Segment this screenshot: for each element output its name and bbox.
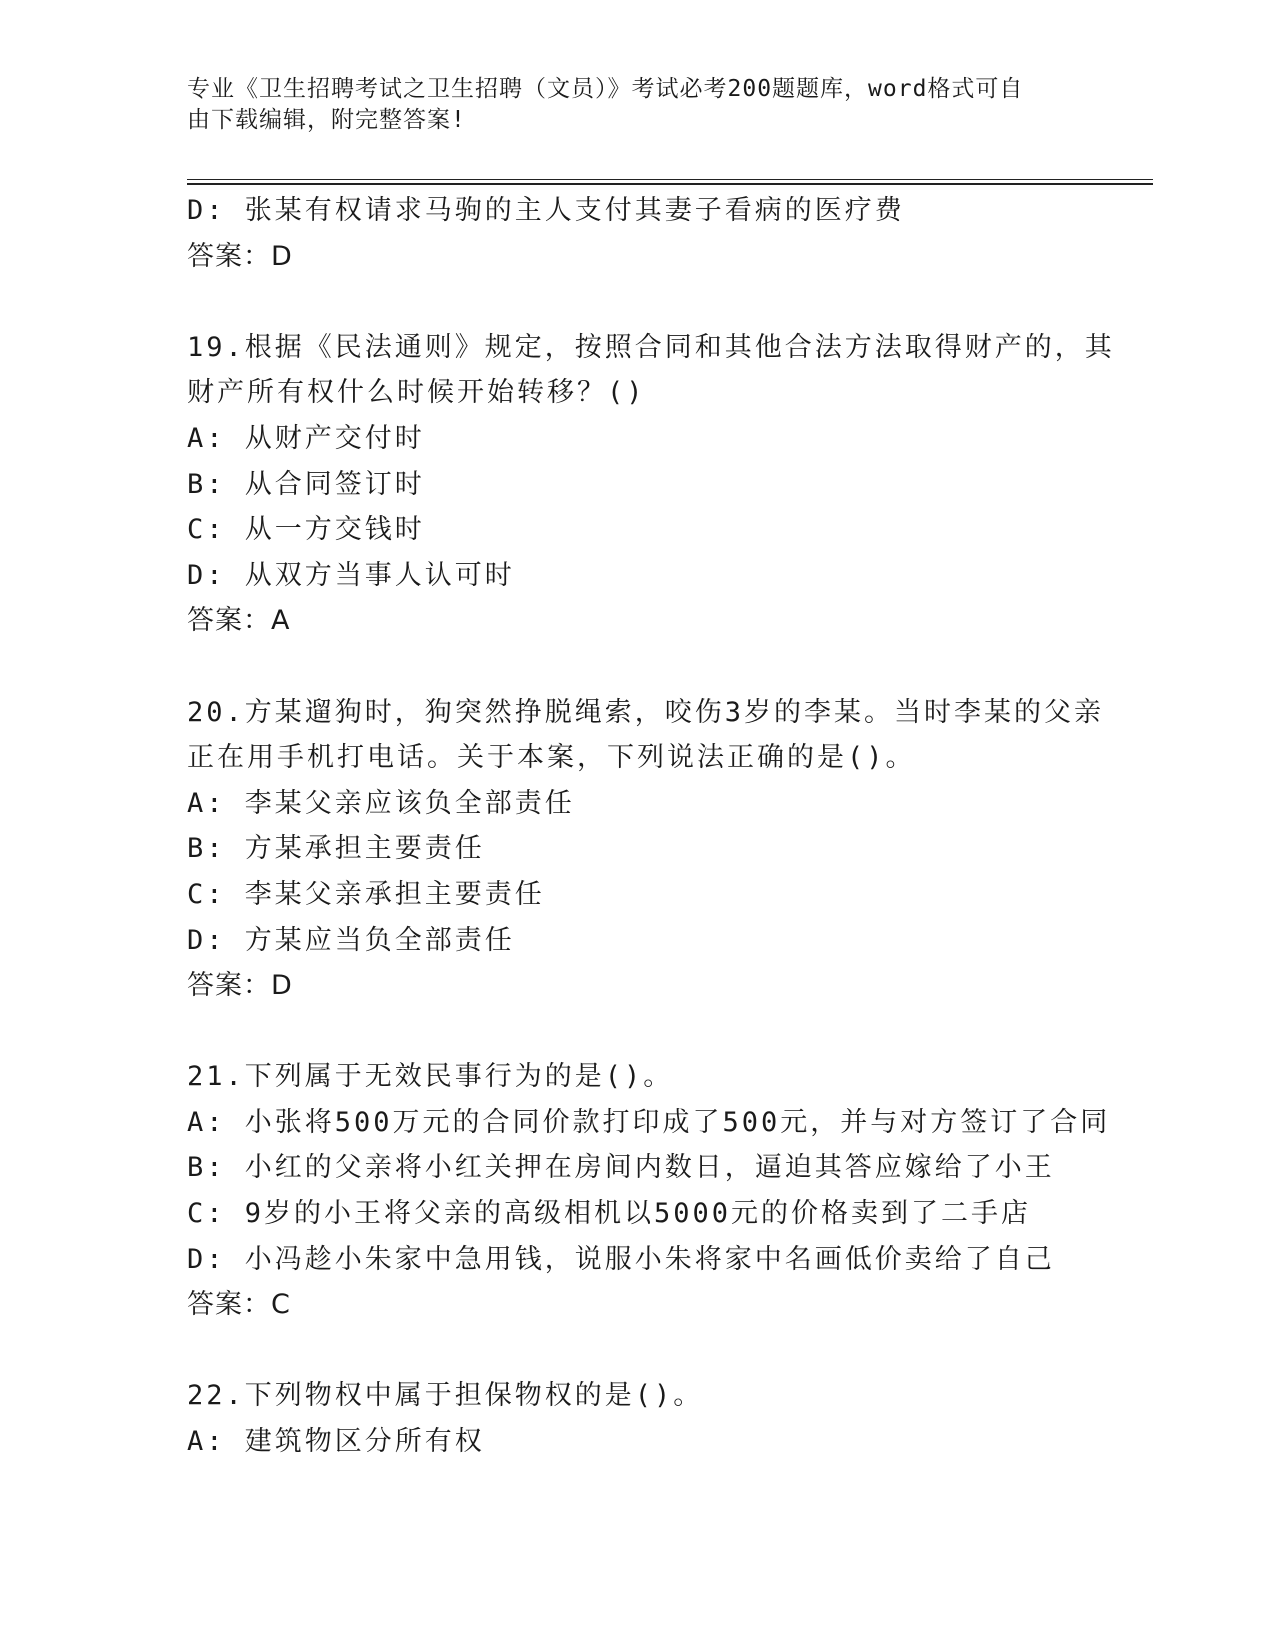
option-b: B: 小红的父亲将小红关押在房间内数日，逼迫其答应嫁给了小王 [187,1152,1055,1184]
spacer [187,1009,1087,1055]
question-stem: 22.下列物权中属于担保物权的是()。 [187,1380,704,1412]
question-19 [187,325,1115,644]
question-stem: 财产所有权什么时候开始转移？() [187,377,646,409]
answer: 答案：A [187,605,291,637]
header-line-2: 由下载编辑，附完整答案! [187,107,466,133]
option-a: A: 小张将500万元的合同价款打印成了500元，并与对方签订了合同 [187,1106,1111,1138]
spacer [187,1328,1087,1374]
spacer [187,644,1087,690]
option-b: B: 方某承担主要责任 [187,833,485,865]
option-a: A: 李某父亲应该负全部责任 [187,787,575,819]
header-rule-thick [187,183,1153,185]
question-20 [187,690,1105,1009]
question-stem: 20.方某遛狗时，狗突然挣脱绳索，咬伤3岁的李某。当时李某的父亲 [187,696,1105,728]
option-d: D: 张某有权请求马驹的主人支付其妻子看病的医疗费 [187,195,905,226]
option-c: C: 从一方交钱时 [187,514,425,546]
option-b: B: 从合同签订时 [187,468,425,500]
question-22 [187,1373,1087,1464]
answer: 答案：D [187,240,293,272]
question-stem: 19.根据《民法通则》规定，按照合同和其他合法方法取得财产的，其 [187,331,1115,363]
option-d: D: 小冯趁小朱家中急用钱，说服小朱将家中名画低价卖给了自己 [187,1243,1055,1275]
option-c: C: 9岁的小王将父亲的高级相机以5000元的价格卖到了二手店 [187,1198,1032,1230]
option-c: C: 李某父亲承担主要责任 [187,878,545,910]
option-a: A: 从财产交付时 [187,422,425,454]
spacer [187,279,1087,325]
answer: 答案：D [187,970,293,1002]
header-line-1: 专业《卫生招聘考试之卫生招聘（文员）》考试必考200题题库，word格式可自 [187,76,1024,102]
question-stem: 21.下列属于无效民事行为的是()。 [187,1061,674,1093]
option-a: A: 建筑物区分所有权 [187,1426,485,1458]
question-21 [187,1054,1111,1328]
answer: 答案：C [187,1289,291,1321]
question-stem: 正在用手机打电话。关于本案，下列说法正确的是()。 [187,742,916,774]
question-list [187,188,1115,1465]
header-rule-thin [187,179,1153,180]
document-header [187,74,1067,136]
option-d: D: 方某应当负全部责任 [187,924,515,956]
option-d: D: 从双方当事人认可时 [187,559,515,591]
